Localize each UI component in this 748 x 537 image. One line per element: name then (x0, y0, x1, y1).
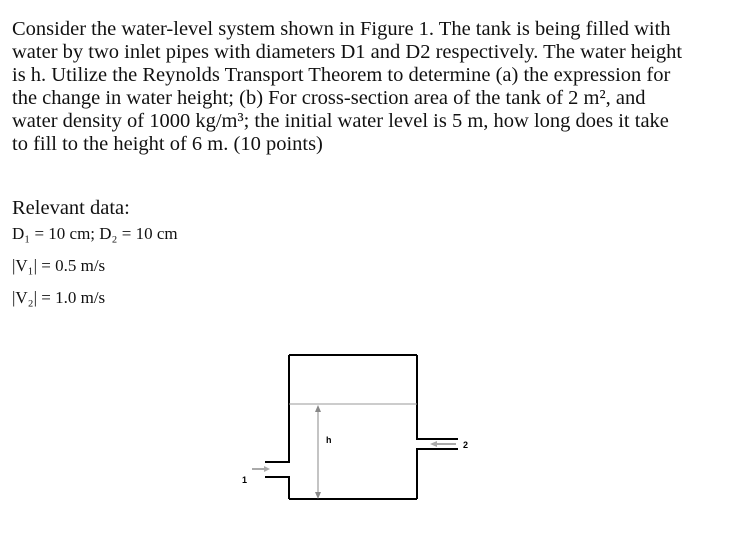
inlet-arrow-head (264, 466, 270, 472)
diameter-data: D₁ = 10 cm; D₂ = 10 cm (12, 224, 178, 243)
relevant-data-heading: Relevant data: (12, 197, 130, 219)
problem-line-3: is h. Utilize the Reynolds Transport Theorem to determine (a) the expression for (12, 64, 671, 86)
inlet-label: 1 (242, 475, 248, 485)
problem-line-1: Consider the water-level system shown in Figure 1. The tank is being filled with (12, 18, 671, 40)
problem-line-5: water density of 1000 kg/m³; the initial water level is 5 m, how long does it take (12, 110, 669, 132)
height-arrow-head-bottom (315, 492, 321, 499)
velocity-1-data: |V₁| = 0.5 m/s (12, 256, 106, 275)
tank-walls (265, 355, 458, 499)
outlet-arrow-head (430, 441, 437, 447)
velocity-2-data: |V₂| = 1.0 m/s (12, 288, 106, 307)
problem-line-4: the change in water height; (b) For cross-section area of the tank of 2 m², and (12, 87, 646, 109)
height-arrow-head-top (315, 405, 321, 412)
problem-line-2: water by two inlet pipes with diameters D1 and D2 respectively. The water height (12, 41, 683, 63)
problem-line-6: to fill to the height of 6 m. (10 points) (12, 133, 323, 155)
outlet-label: 2 (463, 440, 469, 450)
height-label: h (326, 435, 332, 445)
